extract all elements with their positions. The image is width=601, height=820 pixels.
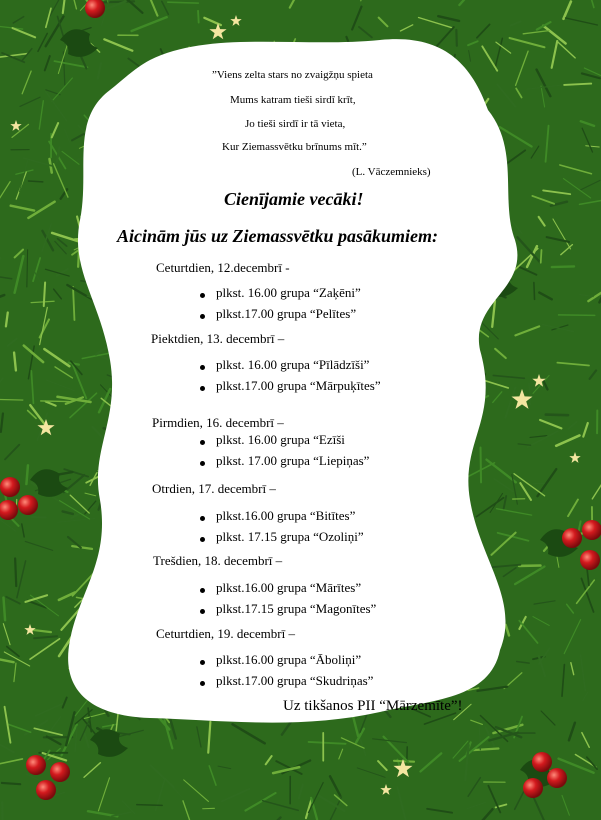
pine-needle xyxy=(168,2,199,3)
bullet xyxy=(200,293,205,298)
pine-needle xyxy=(143,691,154,692)
pine-needle xyxy=(552,266,574,267)
event-item: plkst. 17.15 grupa “Ozoliņi” xyxy=(216,529,364,544)
pine-needle xyxy=(3,598,5,621)
pine-needle xyxy=(340,545,341,578)
bullet xyxy=(200,588,205,593)
bullet xyxy=(200,516,205,521)
pine-needle xyxy=(195,443,197,459)
bullet xyxy=(200,609,205,614)
day-5: Trešdien, 18. decembrī – xyxy=(153,553,283,568)
event-item: plkst.17.00 grupa “Mārpuķītes” xyxy=(216,378,381,393)
berry xyxy=(0,477,20,497)
pine-needle xyxy=(80,670,109,671)
event-item: plkst.16.00 grupa “Bitītes” xyxy=(216,508,356,523)
event-item: plkst. 16.00 grupa “Pīlādzīši” xyxy=(216,357,370,372)
pine-needle xyxy=(534,282,535,299)
poem-line-2: Mums katram tieši sirdī krīt, xyxy=(230,94,356,106)
bullet xyxy=(200,681,205,686)
pine-needle xyxy=(481,448,482,483)
bullet xyxy=(200,537,205,542)
berry xyxy=(50,762,70,782)
berry xyxy=(580,550,600,570)
event-item: plkst. 17.00 grupa “Liepiņas” xyxy=(216,453,370,468)
pine-needle xyxy=(106,117,117,118)
event-item: plkst.17.00 grupa “Skudriņas” xyxy=(216,673,374,688)
poem-line-4: Kur Ziemassvētku brīnums mīt.” xyxy=(222,141,367,153)
pine-needle xyxy=(382,108,416,109)
berry xyxy=(532,752,552,772)
pine-needle xyxy=(27,250,28,287)
berry xyxy=(18,495,38,515)
bullet xyxy=(200,440,205,445)
closing-line: Uz tikšanos PII “Mārzemīte”! xyxy=(283,698,463,714)
pine-needle xyxy=(559,315,595,316)
event-item: plkst.16.00 grupa “Mārītes” xyxy=(216,580,362,595)
bullet xyxy=(200,314,205,319)
poem-author: (L. Vāczemnieks) xyxy=(352,166,431,178)
pine-needle xyxy=(32,517,46,518)
pine-needle xyxy=(285,525,322,526)
pine-needle xyxy=(41,401,70,402)
pine-needle xyxy=(78,243,79,267)
berry xyxy=(523,778,543,798)
pine-needle xyxy=(15,559,16,587)
greeting-title: Cienījamie vecāki! xyxy=(224,189,364,209)
event-item: plkst.16.00 grupa “Āboliņi” xyxy=(216,652,362,667)
day-6: Ceturtdien, 19. decembrī – xyxy=(156,626,295,641)
pine-needle xyxy=(2,783,20,784)
day-3: Pirmdien, 16. decembrī – xyxy=(152,415,284,430)
day-1: Ceturtdien, 12.decembrī - xyxy=(156,260,290,275)
event-item: plkst. 16.00 grupa “Zaķēni” xyxy=(216,285,361,300)
pine-needle xyxy=(26,465,28,484)
invitation-title: Aicinām jūs uz Ziemassvētku pasākumiem: xyxy=(117,226,439,246)
event-item: plkst. 16.00 grupa “Ezīši xyxy=(216,432,345,447)
bullet xyxy=(200,461,205,466)
pine-needle xyxy=(29,181,43,182)
event-item: plkst.17.15 grupa “Magonītes” xyxy=(216,601,377,616)
pine-needle xyxy=(239,222,266,223)
pine-needle xyxy=(123,385,124,401)
poem-line-3: Jo tieši sirdī ir tā vieta, xyxy=(245,118,346,130)
berry xyxy=(562,528,582,548)
pine-needle xyxy=(400,393,401,403)
day-2: Piektdien, 13. decembrī – xyxy=(151,331,285,346)
pine-needle xyxy=(473,749,498,751)
pine-needle xyxy=(394,761,414,762)
day-4: Otrdien, 17. decembrī – xyxy=(152,481,276,496)
bullet xyxy=(200,660,205,665)
pine-needle xyxy=(546,415,568,416)
pine-needle xyxy=(198,11,199,23)
berry xyxy=(26,755,46,775)
berry xyxy=(36,780,56,800)
pine-needle xyxy=(44,282,45,306)
pine-needle xyxy=(388,495,389,514)
poem-line-1: ”Viens zelta stars no zvaigžņu spieta xyxy=(212,69,373,81)
pine-needle xyxy=(126,485,151,487)
pine-needle xyxy=(140,202,141,222)
bullet xyxy=(200,386,205,391)
pine-needle xyxy=(541,250,542,263)
bullet xyxy=(200,365,205,370)
event-item: plkst.17.00 grupa “Pelītes” xyxy=(216,306,357,321)
pine-needle xyxy=(0,399,23,400)
berry xyxy=(547,768,567,788)
pine-needle xyxy=(137,805,162,806)
